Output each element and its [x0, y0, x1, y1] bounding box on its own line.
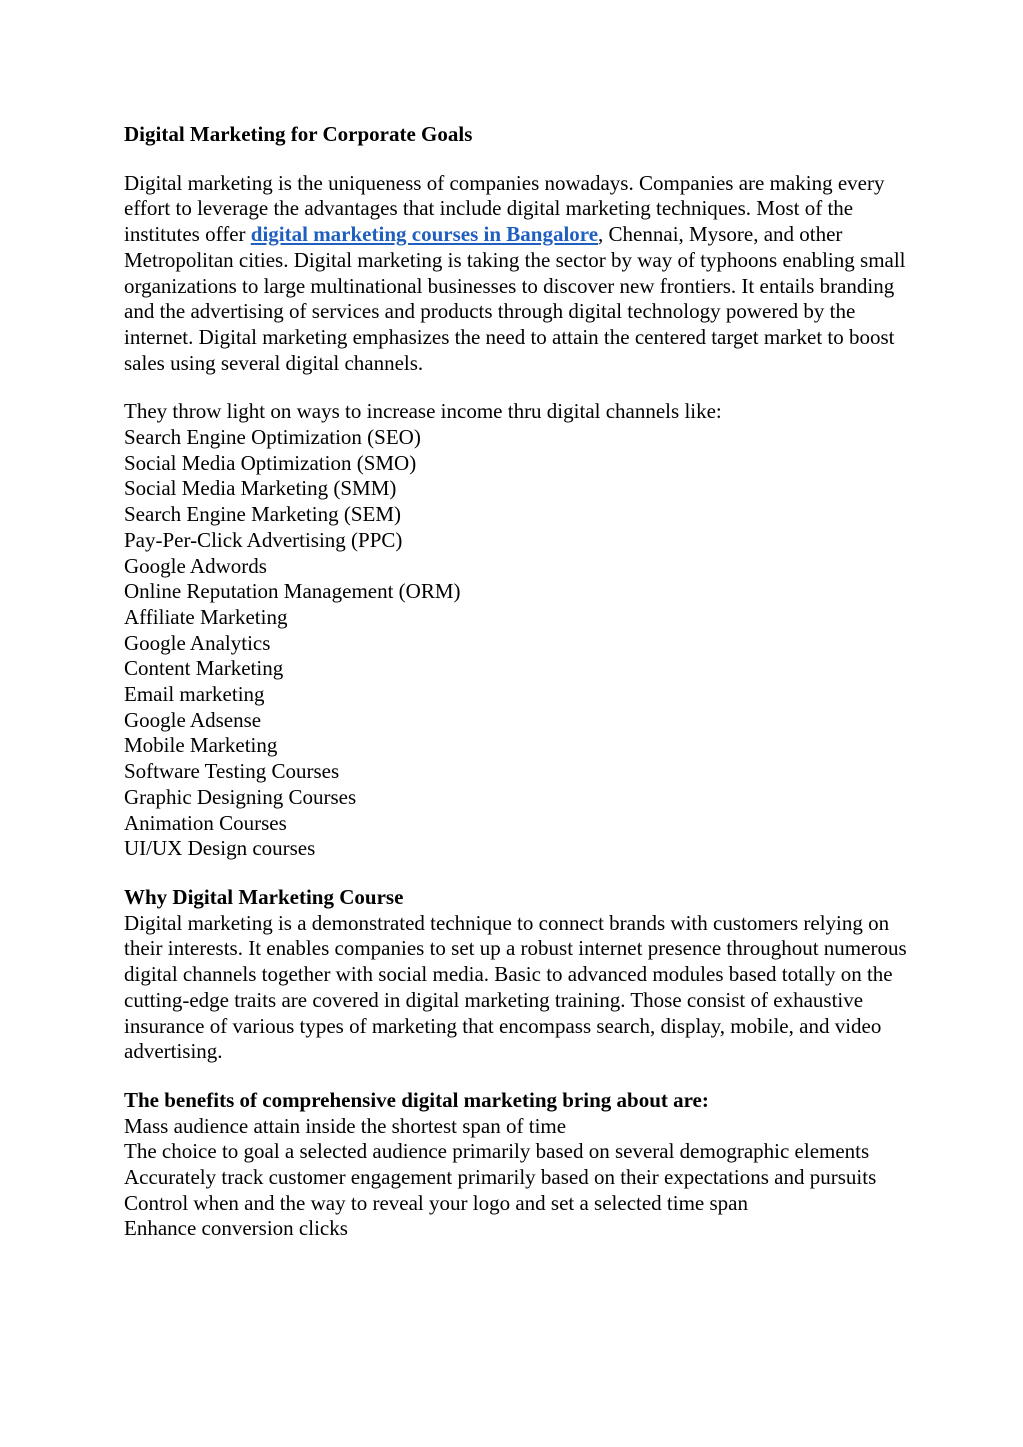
list-item: Control when and the way to reveal your logo and set a selected time span	[124, 1190, 748, 1215]
spacer	[124, 376, 924, 399]
list-item: Google Analytics	[124, 630, 271, 655]
courses-link[interactable]: digital marketing courses in Bangalore	[250, 222, 599, 247]
list-item: Search Engine Optimization (SEO)	[124, 425, 421, 450]
channels-list	[124, 425, 924, 862]
intro-text-start: Digital marketing is the uniqueness of companies nowadays. Companies are making every effort to leverage the advantages that include digital marketing techniques. Most of the institutes offer	[124, 170, 885, 247]
list-item: Email marketing	[124, 682, 265, 707]
list-item: Affiliate Marketing	[124, 604, 288, 629]
intro-text-end: , Chennai, Mysore, and other Metropolitan cities. Digital marketing is taking the sector by way of typhoons enabling small organizations to large multinational businesses to discover new frontiers. It entails branding and the advertising of services and products through digital technology powered by the internet. Digital marketing emphasizes the need to attain the centered target market to boost sales using several digital channels.	[124, 222, 906, 375]
list-item: UI/UX Design courses	[124, 836, 316, 861]
list-item: Online Reputation Management (ORM)	[124, 579, 461, 604]
channels-lead: They throw light on ways to increase income thru digital channels like:	[124, 399, 722, 424]
benefits-list	[124, 1114, 924, 1243]
spacer	[124, 1065, 924, 1088]
spacer	[124, 862, 924, 885]
benefits-heading: The benefits of comprehensive digital marketing bring about are:	[124, 1087, 709, 1112]
intro-paragraph	[124, 171, 924, 377]
list-item: Social Media Optimization (SMO)	[124, 450, 417, 475]
document-title: Digital Marketing for Corporate Goals	[124, 122, 473, 146]
list-item: Mobile Marketing	[124, 733, 278, 758]
list-item: Accurately track customer engagement primarily based on their expectations and pursuits	[124, 1165, 877, 1190]
list-item: Search Engine Marketing (SEM)	[124, 502, 402, 527]
list-item: Google Adsense	[124, 707, 262, 732]
spacer	[124, 148, 924, 171]
list-item: Enhance conversion clicks	[124, 1216, 348, 1241]
list-item: Pay-Per-Click Advertising (PPC)	[124, 527, 403, 552]
list-item: Google Adwords	[124, 553, 267, 578]
why-paragraph: Digital marketing is a demonstrated technique to connect brands with customers relying on their interests. It enables companies to set up a robust internet presence throughout numerous digital channels together with social media. Basic to advanced modules based totally on the cutting-edge traits are covered in digital marketing training. Those consist of exhaustive insurance of various types of marketing that encompass search, display, mobile, and video advertising.	[124, 910, 907, 1064]
list-item: Social Media Marketing (SMM)	[124, 476, 397, 501]
list-item: Software Testing Courses	[124, 759, 340, 784]
list-item: The choice to goal a selected audience primarily based on several demographic elements	[124, 1139, 870, 1164]
list-item: Content Marketing	[124, 656, 284, 681]
document-page	[124, 122, 924, 1242]
list-item: Mass audience attain inside the shortest span of time	[124, 1113, 567, 1138]
why-heading: Why Digital Marketing Course	[124, 884, 404, 909]
list-item: Graphic Designing Courses	[124, 784, 357, 809]
list-item: Animation Courses	[124, 810, 287, 835]
